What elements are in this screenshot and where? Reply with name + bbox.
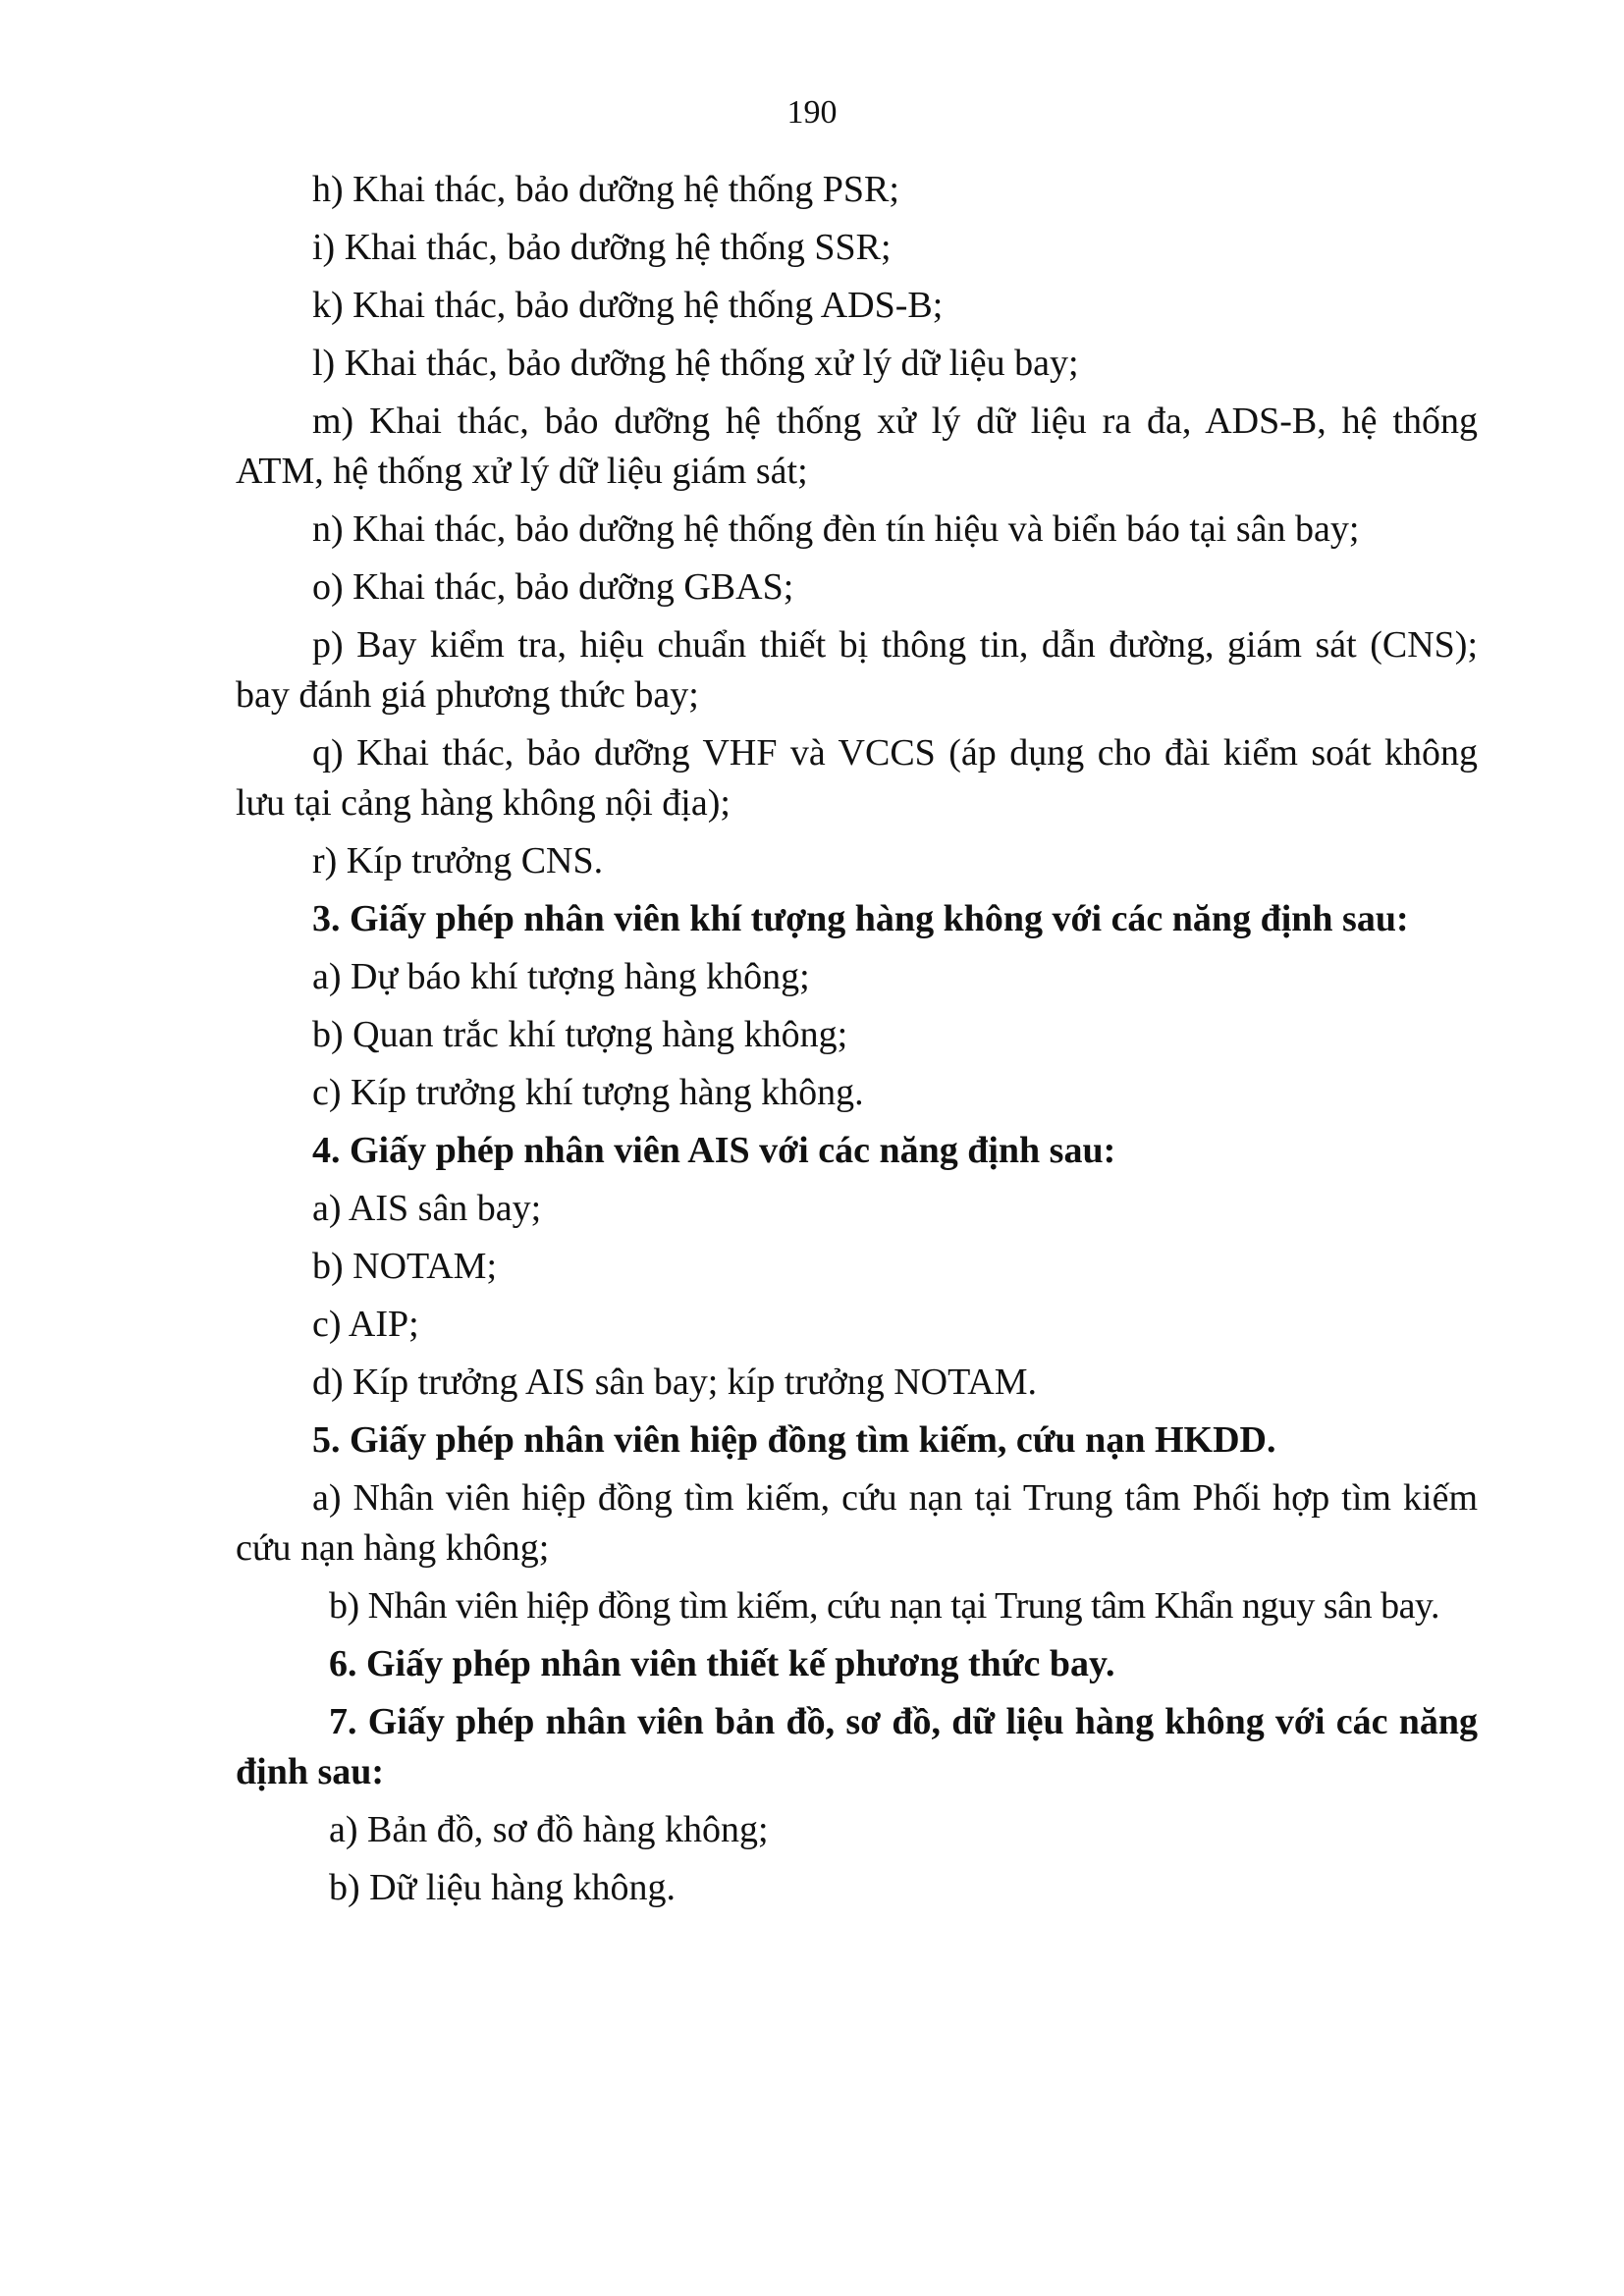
item-n: n) Khai thác, bảo dưỡng hệ thống đèn tín hiệu và biển báo tại sân bay; <box>312 508 1360 550</box>
section-4-heading: 4. Giấy phép nhân viên AIS với các năng định sau: <box>312 1130 1116 1171</box>
item-5a: a) Nhân viên hiệp đồng tìm kiếm, cứu nạn tại Trung tâm Phối hợp tìm kiếm cứu nạn hàng không; <box>236 1477 1478 1569</box>
item-4d: d) Kíp trưởng AIS sân bay; kíp trưởng NOTAM. <box>312 1362 1038 1403</box>
item-m: m) Khai thác, bảo dưỡng hệ thống xử lý dữ liệu ra đa, ADS-B, hệ thống ATM, hệ thống xử lý dữ liệu giám sát; <box>236 400 1478 492</box>
item-l: l) Khai thác, bảo dưỡng hệ thống xử lý dữ liệu bay; <box>312 343 1079 384</box>
item-o: o) Khai thác, bảo dưỡng GBAS; <box>312 566 794 608</box>
item-k: k) Khai thác, bảo dưỡng hệ thống ADS-B; <box>312 285 944 326</box>
item-4c: c) AIP; <box>312 1304 419 1345</box>
item-7b: b) Dữ liệu hàng không. <box>329 1867 677 1908</box>
item-5b: b) Nhân viên hiệp đồng tìm kiếm, cứu nạn tại Trung tâm Khẩn nguy sân bay. <box>329 1585 1439 1627</box>
section-3-heading: 3. Giấy phép nhân viên khí tượng hàng không với các năng định sau: <box>312 898 1409 939</box>
section-7-heading: 7. Giấy phép nhân viên bản đồ, sơ đồ, dữ liệu hàng không với các năng định sau: <box>236 1701 1478 1792</box>
page-number: 190 <box>786 94 838 131</box>
item-3c: c) Kíp trưởng khí tượng hàng không. <box>312 1072 864 1113</box>
item-3a: a) Dự báo khí tượng hàng không; <box>312 956 810 997</box>
item-3b: b) Quan trắc khí tượng hàng không; <box>312 1014 848 1055</box>
item-r: r) Kíp trưởng CNS. <box>312 840 604 881</box>
section-5-heading: 5. Giấy phép nhân viên hiệp đồng tìm kiếm, cứu nạn HKDD. <box>312 1419 1276 1461</box>
item-q: q) Khai thác, bảo dưỡng VHF và VCCS (áp dụng cho đài kiểm soát không lưu tại cảng hàng không nội địa); <box>236 732 1478 824</box>
item-h: h) Khai thác, bảo dưỡng hệ thống PSR; <box>312 169 899 210</box>
item-p: p) Bay kiểm tra, hiệu chuẩn thiết bị thông tin, dẫn đường, giám sát (CNS); bay đánh giá phương thức bay; <box>236 624 1478 716</box>
item-4b: b) NOTAM; <box>312 1246 497 1287</box>
item-i: i) Khai thác, bảo dưỡng hệ thống SSR; <box>312 227 892 268</box>
document-body <box>236 165 1478 1921</box>
section-6-heading: 6. Giấy phép nhân viên thiết kế phương thức bay. <box>329 1643 1115 1684</box>
item-7a: a) Bản đồ, sơ đồ hàng không; <box>329 1809 769 1850</box>
item-4a: a) AIS sân bay; <box>312 1188 542 1229</box>
